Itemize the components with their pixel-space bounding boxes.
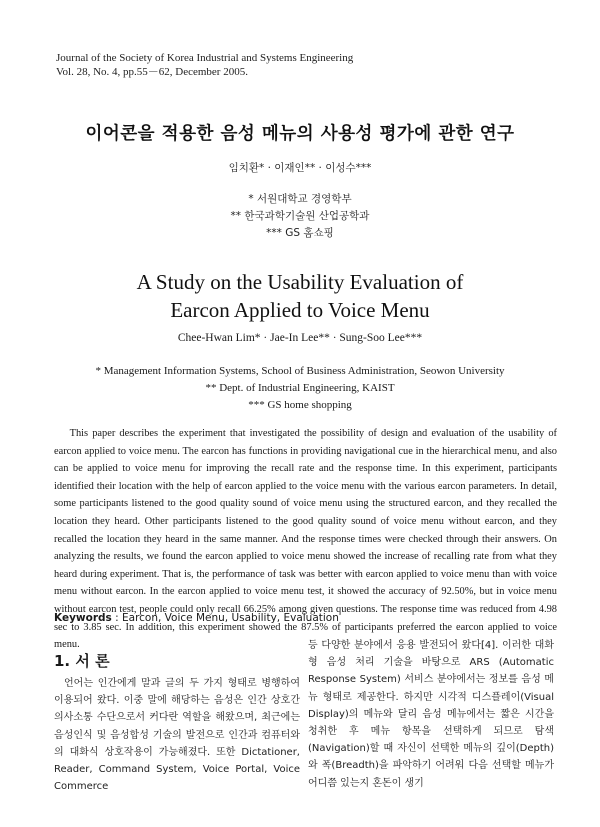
body-column-right: 등 다양한 분야에서 응용 발전되어 왔다[4]. 이러한 대화형 음성 처리 기술을 바탕으로 ARS (Automatic Response System) 서비스 분야에서는 정보를 음성 메뉴 형태로 제공한다. 하지만 시각적 디스플레이(Visual Display)의 메뉴와 달리 음성 메뉴에서는 짧은 시간을 청취한 후 메뉴 항목을 선택하게 되므로 탐색(Navigation)할 때 자신이 선택한 메뉴의 깊이(Depth)와 폭(Breadth)을 파악하기 어려워 다음 선택할 메뉴가 어디쯤 있는지 혼돈이 생기	[308, 640, 554, 789]
korean-affiliation-2: ** 한국과학기술원 산업공학과	[230, 210, 370, 222]
english-authors: Chee-Hwan Lim* · Jae-In Lee** · Sung-Soo Lee***	[177, 332, 423, 344]
english-affiliations	[0, 363, 600, 414]
keywords-value: : Earcon, Voice Menu, Usability, Evaluation	[111, 612, 339, 624]
korean-affiliation-3: *** GS 홈쇼핑	[266, 227, 334, 239]
english-title-line-2: Earcon Applied to Voice Menu	[170, 298, 430, 322]
korean-affiliation-1: * 서원대학교 경영학부	[248, 193, 352, 205]
section-heading: 1. 서 론	[54, 652, 110, 670]
english-title	[0, 268, 600, 324]
korean-authors: 임치환* · 이재인** · 이성수***	[228, 162, 372, 174]
english-title-line-1: A Study on the Usability Evaluation of	[136, 270, 464, 294]
journal-header	[56, 51, 353, 79]
korean-affiliations	[0, 191, 600, 242]
body-column-left: 언어는 인간에게 말과 글의 두 가지 형태로 병행하여 이용되어 왔다. 이중 말에 해당하는 음성은 인간 상호간 의사소통 수단으로서 커다란 역할을 해왔으며, 최근에는 음성인식 및 음성합성 기술의 발전으로 인간과 컴퓨터와의 대화식 상호작용이 가능해졌다. 또한 Dictationer, Reader, Command System, Voice Portal, Voice Commerce	[54, 678, 300, 793]
abstract: This paper describes the experiment that investigated the possibility of design and evaluation of the usability of earcon applied to voice menu. The earcon has functions in providing navigational cue in the hierarchical menu, and also can be applied to voice menu for improving the recall rate and the response time. In this experiment, participants identified their location with the help of earcon applied to the voice menu with the various earcon parameters. In detail, some participants listened to the good quality sound of voice menu using the structured earcon, and they recalled the location they heard. Other participants listened to the good quality sound of voice menu without earcon, and they recalled the location they heard in the same manner. And the response times were checked through their answers. On analyzing the results, we found the earcon applied to voice menu showed the increase of recalling rate from what they heard during experiment. That is, the performance of task was better with earcon applied to voice menu than with voice menu without earcon. In the earcon applied to voice menu test, it showed the accuracy of 92.50%, but in voice menu without earcon test, people could only recall 66.25% among given questions. The response time was reduced from 4.98 sec to 3.85 sec. In addition, this experiment showed the 87.5% of participants preferred the earcon applied to voice menu.	[54, 428, 557, 651]
keywords	[54, 612, 339, 624]
english-affiliation-1: * Management Information Systems, School of Business Administration, Seowon University	[95, 365, 505, 377]
journal-name: Journal of the Society of Korea Industrial and Systems Engineering	[56, 52, 354, 64]
english-affiliation-2: ** Dept. of Industrial Engineering, KAIST	[205, 382, 395, 394]
korean-title: 이어콘을 적용한 음성 메뉴의 사용성 평가에 관한 연구	[85, 124, 515, 144]
english-affiliation-3: *** GS home shopping	[248, 399, 352, 411]
keywords-label: Keywords	[54, 612, 112, 624]
journal-volume: Vol. 28, No. 4, pp.55－62, December 2005.	[56, 66, 248, 78]
